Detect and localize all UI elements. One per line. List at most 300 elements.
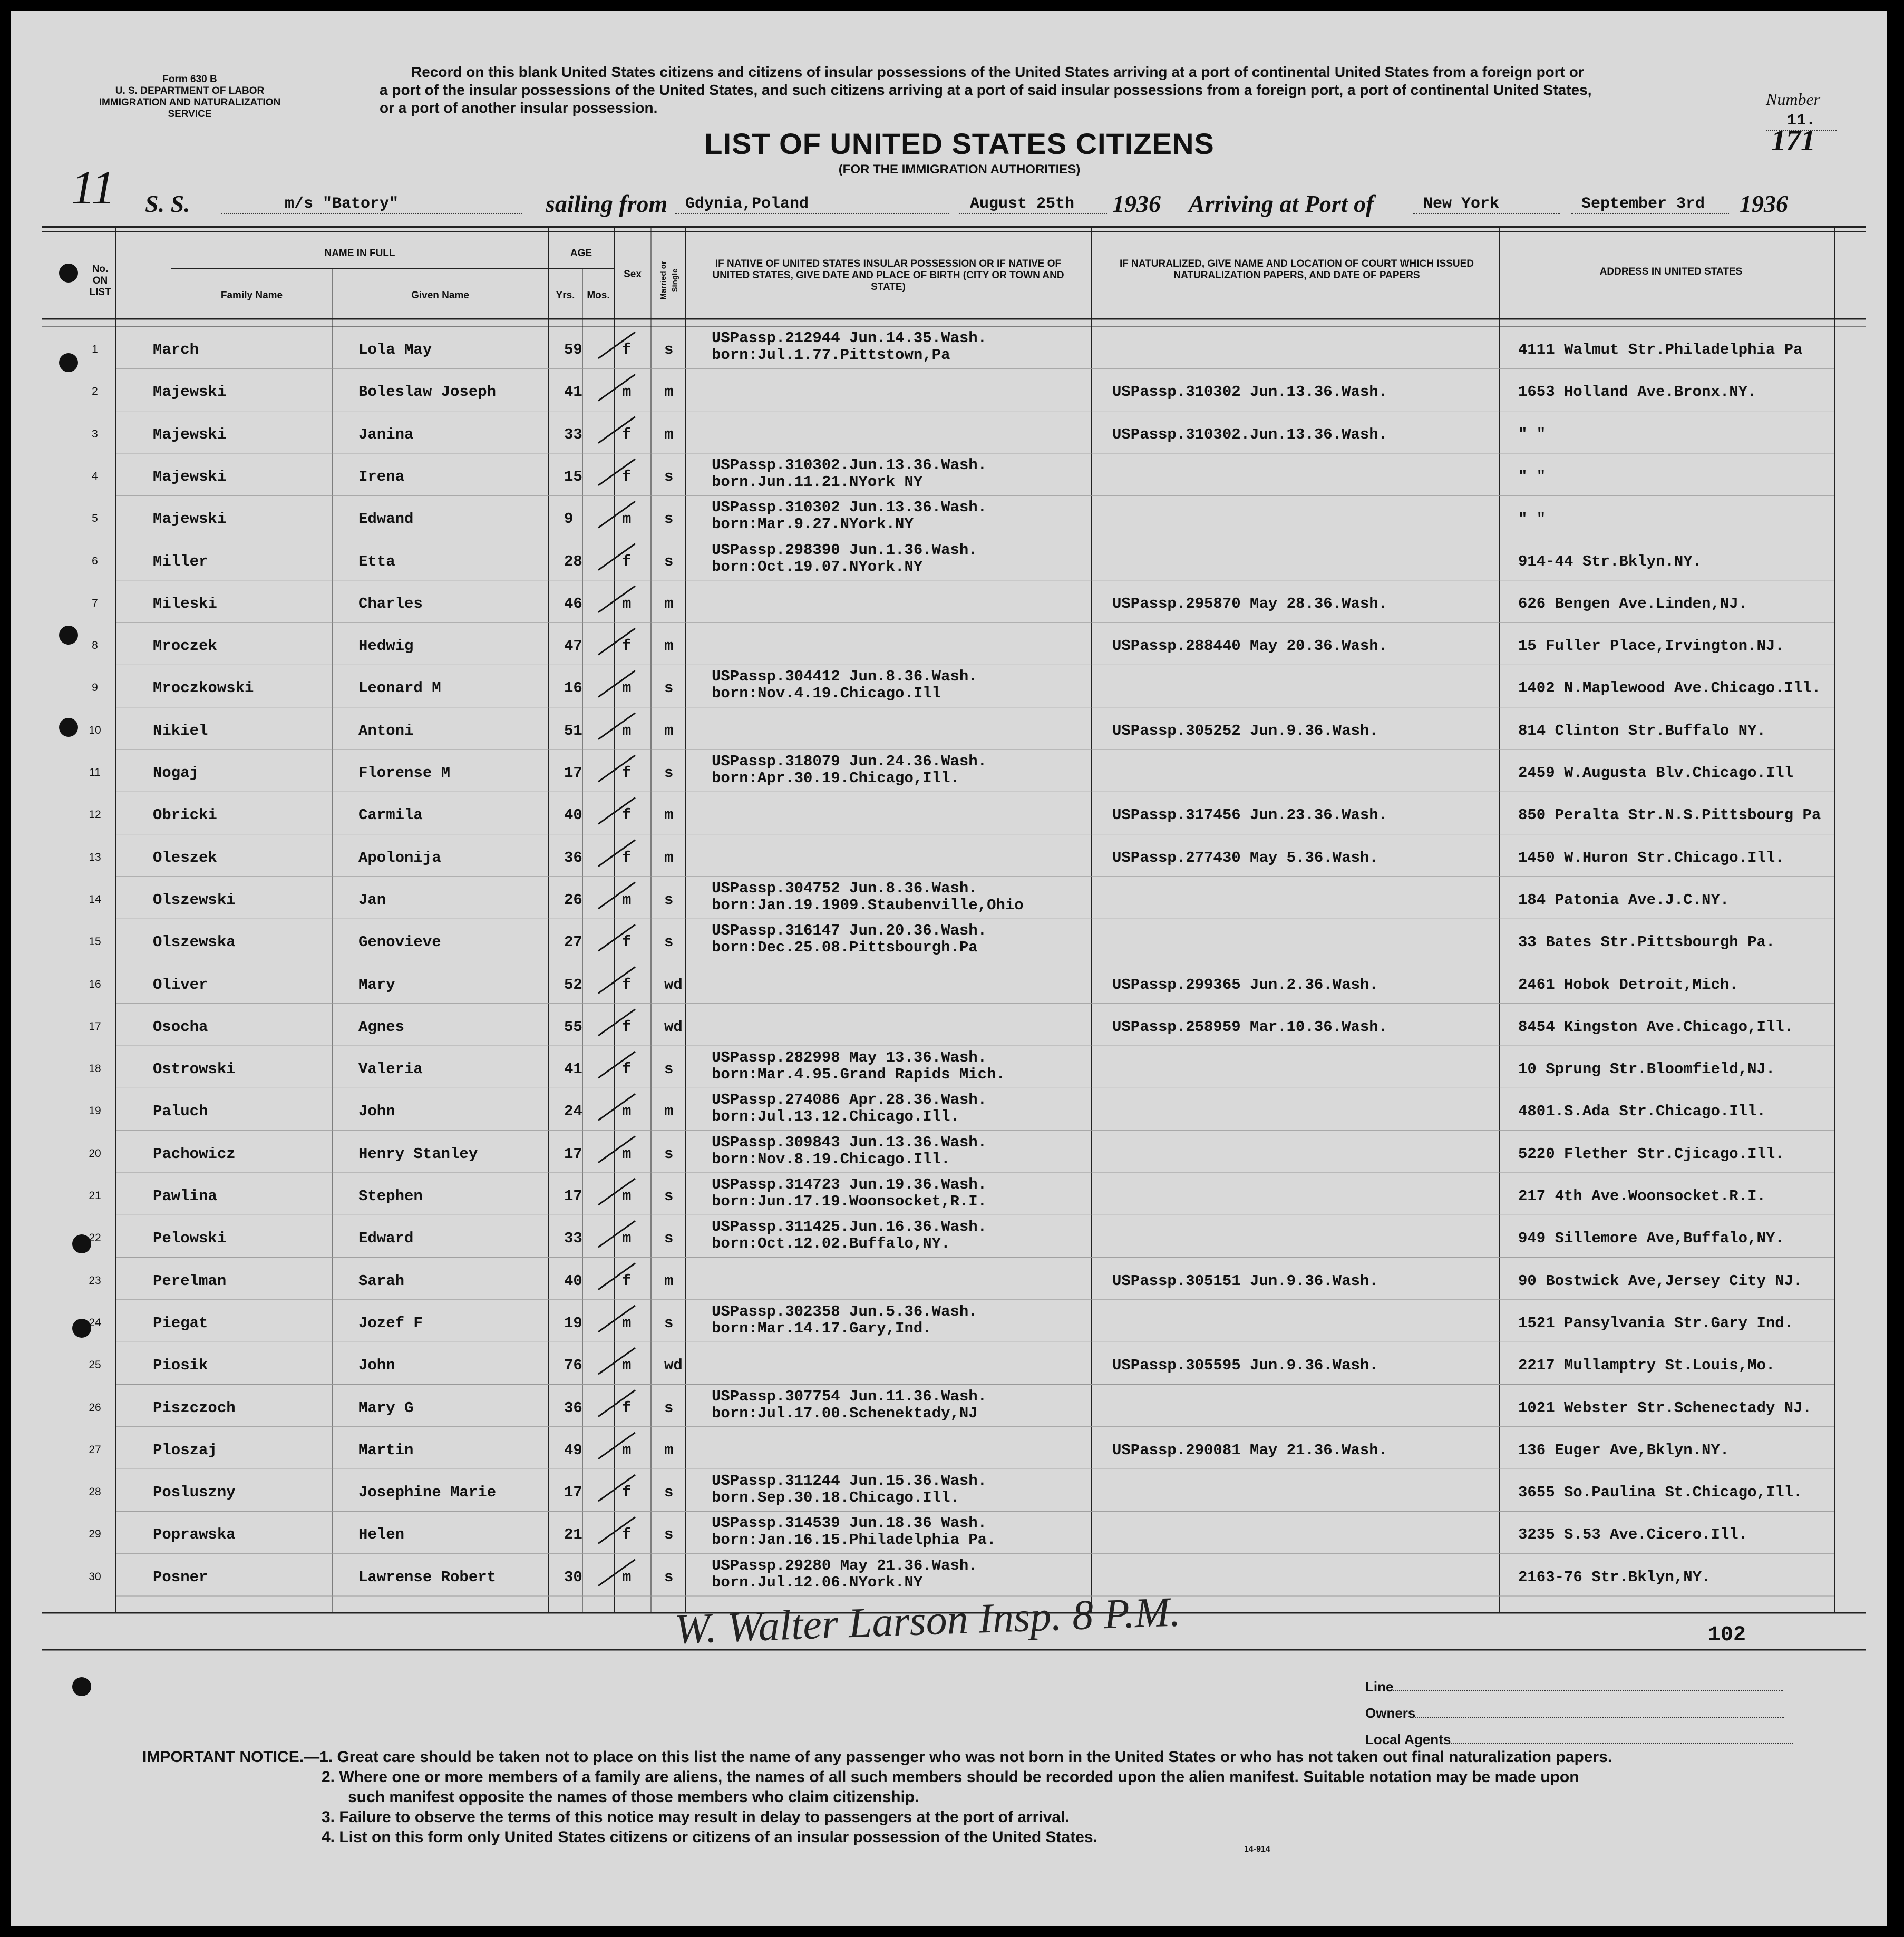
- given-name: Etta: [358, 552, 395, 570]
- row-number: 17: [89, 1020, 101, 1033]
- us-address: 1021 Webster Str.Schenectady NJ.: [1518, 1399, 1812, 1417]
- us-address: 33 Bates Str.Pittsbourgh Pa.: [1518, 933, 1775, 951]
- col-age: AGE: [570, 248, 592, 259]
- print-code: 14-914: [1244, 1845, 1270, 1854]
- passport-line: USPassp.311244 Jun.15.36.Wash.: [712, 1472, 987, 1490]
- marital-status: m: [664, 1272, 674, 1290]
- given-name: Josephine Marie: [358, 1484, 497, 1502]
- notice-3: 3. Failure to observe the terms of this notice may result in delay to passengers at the port of arrival.: [322, 1808, 1070, 1826]
- family-name: Osocha: [153, 1018, 208, 1036]
- naturalization-papers: USPassp.310302.Jun.13.36.Wash.: [1112, 425, 1388, 443]
- given-name: Henry Stanley: [358, 1145, 478, 1163]
- family-name: Majewski: [153, 383, 227, 401]
- us-address: 5220 Flether Str.Cjicago.Ill.: [1518, 1145, 1784, 1163]
- naturalization-papers: USPassp.305252 Jun.9.36.Wash.: [1112, 722, 1378, 739]
- given-name: Jozef F: [358, 1314, 423, 1332]
- page-stamp: 171: [1771, 124, 1815, 157]
- family-name: Pachowicz: [153, 1145, 236, 1163]
- row-number: 19: [89, 1105, 101, 1117]
- marital-status: s: [664, 468, 674, 485]
- row-number: 21: [89, 1190, 101, 1202]
- us-address: 626 Bengen Ave.Linden,NJ.: [1518, 595, 1748, 612]
- naturalization-papers: USPassp.317456 Jun.23.36.Wash.: [1112, 806, 1388, 824]
- age-years: 36: [564, 849, 582, 867]
- given-name: John: [358, 1103, 395, 1121]
- family-name: Majewski: [153, 425, 227, 443]
- age-years: 17: [564, 1187, 582, 1205]
- sex: f: [622, 849, 632, 867]
- passport-line: USPassp.212944 Jun.14.35.Wash.: [712, 329, 987, 347]
- birth-line: born:Jul.1.77.Pittstown,Pa: [712, 346, 950, 364]
- given-name: Genovieve: [358, 933, 441, 951]
- birth-line: born:Mar.14.17.Gary,Ind.: [712, 1319, 932, 1337]
- row-number: 15: [89, 936, 101, 948]
- given-name: Charles: [358, 595, 423, 612]
- passport-line: USPassp.316147 Jun.20.36.Wash.: [712, 922, 987, 940]
- sex: m: [622, 722, 632, 739]
- sex: f: [622, 425, 632, 443]
- row-number: 16: [89, 978, 101, 990]
- sex: m: [622, 1145, 632, 1163]
- ship-name: m/s "Batory": [221, 195, 522, 214]
- birth-line: born.Jul.12.06.NYork.NY: [712, 1573, 923, 1591]
- notice-4: 4. List on this form only United States citizens or citizens of an insular possession of the United States.: [322, 1828, 1097, 1846]
- naturalization-papers: USPassp.310302 Jun.13.36.Wash.: [1112, 383, 1388, 401]
- form-instruction: Record on this blank United States citizens and citizens of insular possessions of the United States arriving at a port of continental United States from a foreign port or a port of the insular possessions of the United States, and such citizens arriving at a port of said insular possessions from a foreign port, a port of continental United States, or a port of another insular possession.: [380, 64, 1592, 116]
- family-name: Miller: [153, 552, 208, 570]
- row-number: 7: [92, 597, 98, 609]
- marital-status: m: [664, 1441, 674, 1459]
- given-name: Lola May: [358, 341, 432, 358]
- row-number: 1: [92, 343, 98, 355]
- marital-status: s: [664, 1526, 674, 1544]
- passport-line: USPassp.310302.Jun.13.36.Wash.: [712, 456, 987, 474]
- family-name: Pelowski: [153, 1230, 227, 1248]
- sex: f: [622, 468, 632, 485]
- family-name: Mroczek: [153, 637, 217, 655]
- naturalization-papers: USPassp.290081 May 21.36.Wash.: [1112, 1441, 1388, 1459]
- sex: m: [622, 1568, 632, 1586]
- marital-status: wd: [664, 1018, 683, 1036]
- family-name: Mroczkowski: [153, 679, 254, 697]
- given-name: Stephen: [358, 1187, 423, 1205]
- local-agents-label: Local Agents: [1365, 1731, 1793, 1748]
- marital-status: s: [664, 764, 674, 782]
- age-years: 9: [564, 510, 574, 528]
- us-address: 1450 W.Huron Str.Chicago.Ill.: [1518, 849, 1784, 867]
- sex: f: [622, 1018, 632, 1036]
- given-name: Martin: [358, 1441, 414, 1459]
- notice-1: IMPORTANT NOTICE.—1. Great care should be taken not to place on this list the name of any passenger who was not born in the United States or who has not taken out final naturalization papers.: [142, 1748, 1612, 1766]
- us-address: 814 Clinton Str.Buffalo NY.: [1518, 722, 1766, 739]
- notice-2b: such manifest opposite the names of those members who claim citizenship.: [348, 1788, 919, 1806]
- row-number: 9: [92, 682, 98, 694]
- marital-status: s: [664, 1568, 674, 1586]
- age-years: 27: [564, 933, 582, 951]
- col-sex: Sex: [624, 269, 642, 280]
- birth-line: born:Jun.17.19.Woonsocket,R.I.: [712, 1193, 987, 1210]
- marital-status: s: [664, 1399, 674, 1417]
- family-name: Oliver: [153, 976, 208, 994]
- sex: f: [622, 806, 632, 824]
- row-number: 28: [89, 1486, 101, 1498]
- department-name: U. S. DEPARTMENT OF LABOR: [115, 85, 265, 96]
- age-years: 28: [564, 552, 582, 570]
- us-address: 1521 Pansylvania Str.Gary Ind.: [1518, 1314, 1794, 1332]
- given-name: Irena: [358, 468, 405, 485]
- marital-status: s: [664, 1314, 674, 1332]
- passport-line: USPassp.309843 Jun.13.36.Wash.: [712, 1133, 987, 1151]
- us-address: " ": [1518, 425, 1546, 443]
- given-name: Mary: [358, 976, 395, 994]
- age-years: 51: [564, 722, 582, 739]
- given-name: Mary G: [358, 1399, 414, 1417]
- naturalization-papers: USPassp.288440 May 20.36.Wash.: [1112, 637, 1388, 655]
- passenger-rows: [11, 11, 1887, 1729]
- sex: f: [622, 637, 632, 655]
- inspector-signature: W. Walter Larson Insp. 8 P.M.: [674, 1589, 1181, 1653]
- us-address: " ": [1518, 510, 1546, 528]
- birth-line: born:Jan.19.1909.Staubenville,Ohio: [712, 896, 1024, 914]
- given-name: Carmila: [358, 806, 423, 824]
- family-name: Olszewska: [153, 933, 236, 951]
- col-no: No. ON LIST: [89, 264, 111, 298]
- family-name: Nikiel: [153, 722, 208, 739]
- marital-status: wd: [664, 1357, 683, 1375]
- us-address: 3235 S.53 Ave.Cicero.Ill.: [1518, 1526, 1748, 1544]
- age-years: 52: [564, 976, 582, 994]
- family-name: March: [153, 341, 199, 358]
- sailing-label: sailing from: [546, 190, 668, 217]
- col-address: ADDRESS IN UNITED STATES: [1599, 266, 1743, 277]
- family-name: Olszewski: [153, 891, 236, 909]
- family-name: Paluch: [153, 1103, 208, 1121]
- given-name: Valeria: [358, 1060, 423, 1078]
- row-number: 14: [89, 893, 101, 906]
- given-name: Lawrense Robert: [358, 1568, 497, 1586]
- age-years: 33: [564, 1230, 582, 1248]
- sex: m: [622, 595, 632, 612]
- row-number: 22: [89, 1232, 101, 1244]
- col-name-in-full: NAME IN FULL: [324, 248, 395, 259]
- family-name: Piegat: [153, 1314, 208, 1332]
- manifest-sheet: [11, 11, 1887, 1926]
- sex: m: [622, 1103, 632, 1121]
- birth-line: born:Apr.30.19.Chicago,Ill.: [712, 770, 959, 787]
- marital-status: m: [664, 637, 674, 655]
- marital-status: s: [664, 1484, 674, 1502]
- family-name: Nogaj: [153, 764, 199, 782]
- age-years: 47: [564, 637, 582, 655]
- marital-status: s: [664, 679, 674, 697]
- age-years: 40: [564, 1272, 582, 1290]
- given-name: Helen: [358, 1526, 405, 1544]
- marital-status: m: [664, 806, 674, 824]
- us-address: 90 Bostwick Ave,Jersey City NJ.: [1518, 1272, 1803, 1290]
- owners-label: Owners: [1365, 1705, 1784, 1721]
- passport-line: USPassp.318079 Jun.24.36.Wash.: [712, 753, 987, 770]
- given-name: Antoni: [358, 722, 414, 739]
- arrival-year: 1936: [1740, 190, 1788, 217]
- age-years: 21: [564, 1526, 582, 1544]
- age-years: 41: [564, 1060, 582, 1078]
- passport-line: USPassp.304412 Jun.8.36.Wash.: [712, 668, 978, 686]
- passport-line: USPassp.304752 Jun.8.36.Wash.: [712, 879, 978, 897]
- row-number: 2: [92, 385, 98, 398]
- marital-status: s: [664, 1060, 674, 1078]
- naturalization-papers: USPassp.305595 Jun.9.36.Wash.: [1112, 1357, 1378, 1375]
- us-address: 4111 Walmut Str.Philadelphia Pa: [1518, 341, 1803, 358]
- us-address: 850 Peralta Str.N.S.Pittsbourg Pa: [1518, 806, 1821, 824]
- given-name: Leonard M: [358, 679, 441, 697]
- family-name: Piosik: [153, 1357, 208, 1375]
- age-years: 15: [564, 468, 582, 485]
- birth-line: born.Sep.30.18.Chicago.Ill.: [712, 1489, 959, 1507]
- family-name: Pawlina: [153, 1187, 217, 1205]
- passport-line: USPassp.314723 Jun.19.36.Wash.: [712, 1176, 987, 1193]
- row-number: 20: [89, 1147, 101, 1160]
- sex: f: [622, 1484, 632, 1502]
- naturalization-papers: USPassp.299365 Jun.2.36.Wash.: [1112, 976, 1378, 994]
- passport-line: USPassp.311425.Jun.16.36.Wash.: [712, 1218, 987, 1236]
- age-years: 76: [564, 1357, 582, 1375]
- notice-2a: 2. Where one or more members of a family are aliens, the names of all such members should be recorded upon the alien manifest. Suitable notation may be made upon: [322, 1768, 1579, 1786]
- us-address: 949 Sillemore Ave,Buffalo,NY.: [1518, 1230, 1784, 1248]
- age-years: 30: [564, 1568, 582, 1586]
- birth-line: born:Oct.12.02.Buffalo,NY.: [712, 1235, 950, 1253]
- given-name: Apolonija: [358, 849, 441, 867]
- age-years: 55: [564, 1018, 582, 1036]
- age-years: 19: [564, 1314, 582, 1332]
- given-name: Boleslaw Joseph: [358, 383, 497, 401]
- sex: m: [622, 891, 632, 909]
- sex: m: [622, 1314, 632, 1332]
- row-number: 3: [92, 427, 98, 440]
- birth-line: born.Jun.11.21.NYork NY: [712, 473, 923, 491]
- family-name: Mileski: [153, 595, 217, 612]
- service-name: IMMIGRATION AND NATURALIZATION SERVICE: [99, 97, 281, 120]
- arrival-port: New York: [1413, 195, 1560, 214]
- marital-status: s: [664, 1145, 674, 1163]
- us-address: 1653 Holland Ave.Bronx.NY.: [1518, 383, 1757, 401]
- us-address: 1402 N.Maplewood Ave.Chicago.Ill.: [1518, 679, 1821, 697]
- margin-mark: 11: [71, 162, 115, 214]
- sex: f: [622, 1060, 632, 1078]
- birth-line: born:Mar.4.95.Grand Rapids Mich.: [712, 1066, 1005, 1084]
- row-number: 11: [89, 766, 101, 778]
- age-years: 40: [564, 806, 582, 824]
- us-address: 2217 Mullamptry St.Louis,Mo.: [1518, 1357, 1775, 1375]
- naturalization-papers: USPassp.305151 Jun.9.36.Wash.: [1112, 1272, 1378, 1290]
- row-number: 30: [89, 1570, 101, 1583]
- us-address: 136 Euger Ave,Bklyn.NY.: [1518, 1441, 1730, 1459]
- sex: m: [622, 1441, 632, 1459]
- marital-status: s: [664, 341, 674, 358]
- row-number: 5: [92, 512, 98, 525]
- row-number: 8: [92, 639, 98, 652]
- us-address: 2163-76 Str.Bklyn,NY.: [1518, 1568, 1711, 1586]
- age-years: 33: [564, 425, 582, 443]
- marital-status: s: [664, 510, 674, 528]
- family-name: Majewski: [153, 468, 227, 485]
- marital-status: m: [664, 722, 674, 739]
- us-address: 2461 Hobok Detroit,Mich.: [1518, 976, 1738, 994]
- number-value: 11.: [1766, 112, 1837, 131]
- row-number: 4: [92, 470, 98, 482]
- passport-line: USPassp.282998 May 13.36.Wash.: [712, 1049, 987, 1067]
- sex: f: [622, 1272, 632, 1290]
- departure-year: 1936: [1112, 190, 1161, 217]
- age-years: 46: [564, 595, 582, 612]
- sex: m: [622, 1357, 632, 1375]
- col-yrs: Yrs.: [556, 290, 575, 301]
- age-years: 17: [564, 764, 582, 782]
- marital-status: s: [664, 933, 674, 951]
- age-years: 17: [564, 1484, 582, 1502]
- given-name: John: [358, 1357, 395, 1375]
- marital-status: m: [664, 595, 674, 612]
- age-years: 16: [564, 679, 582, 697]
- family-name: Oleszek: [153, 849, 217, 867]
- passport-line: USPassp.314539 Jun.18.36 Wash.: [712, 1514, 987, 1532]
- page-title: LIST OF UNITED STATES CITIZENS: [704, 127, 1215, 160]
- departure-port: Gdynia,Poland: [675, 195, 949, 214]
- passport-line: USPassp.310302 Jun.13.36.Wash.: [712, 499, 987, 517]
- age-years: 17: [564, 1145, 582, 1163]
- naturalization-papers: USPassp.258959 Mar.10.36.Wash.: [1112, 1018, 1388, 1036]
- sex: m: [622, 1187, 632, 1205]
- marital-status: m: [664, 1103, 674, 1121]
- age-years: 26: [564, 891, 582, 909]
- given-name: Hedwig: [358, 637, 414, 655]
- family-name: Ostrowski: [153, 1060, 236, 1078]
- family-name: Majewski: [153, 510, 227, 528]
- birth-line: born:Nov.4.19.Chicago.Ill: [712, 685, 941, 703]
- birth-line: born:Dec.25.08.Pittsbourgh.Pa: [712, 939, 978, 957]
- col-mos: Mos.: [587, 290, 610, 301]
- marital-status: s: [664, 1230, 674, 1248]
- birth-line: born:Mar.9.27.NYork.NY: [712, 515, 914, 533]
- row-number: 25: [89, 1359, 101, 1371]
- row-number: 13: [89, 851, 101, 863]
- total-count: 102: [1708, 1623, 1746, 1647]
- naturalization-papers: USPassp.277430 May 5.36.Wash.: [1112, 849, 1378, 867]
- us-address: " ": [1518, 468, 1546, 485]
- sex: m: [622, 1230, 632, 1248]
- us-address: 2459 W.Augusta Blv.Chicago.Ill: [1518, 764, 1794, 782]
- arrival-date: September 3rd: [1571, 195, 1729, 214]
- given-name: Sarah: [358, 1272, 405, 1290]
- col-birth: IF NATIVE OF UNITED STATES INSULAR POSSESSION OR IF NATIVE OF UNITED STATES, GIVE DATE AND PLACE OF BIRTH (CITY OR TOWN AND STATE): [712, 258, 1064, 293]
- sex: f: [622, 933, 632, 951]
- given-name: Janina: [358, 425, 414, 443]
- sex: f: [622, 1399, 632, 1417]
- important-notice: [142, 1747, 1829, 1847]
- marital-status: wd: [664, 976, 683, 994]
- row-number: 26: [89, 1401, 101, 1414]
- sex: f: [622, 1526, 632, 1544]
- sex: f: [622, 764, 632, 782]
- us-address: 914-44 Str.Bklyn.NY.: [1518, 552, 1702, 570]
- us-address: 8454 Kingston Ave.Chicago,Ill.: [1518, 1018, 1794, 1036]
- marital-status: m: [664, 849, 674, 867]
- us-address: 10 Sprung Str.Bloomfield,NJ.: [1518, 1060, 1775, 1078]
- col-naturalized: IF NATURALIZED, GIVE NAME AND LOCATION OF COURT WHICH ISSUED NATURALIZATION PAPERS, AND DATE OF PAPERS: [1119, 258, 1474, 281]
- page-subtitle: (FOR THE IMMIGRATION AUTHORITIES): [838, 162, 1081, 177]
- age-years: 41: [564, 383, 582, 401]
- col-married: Married or Single: [659, 261, 679, 300]
- marital-status: s: [664, 552, 674, 570]
- birth-line: born:Jul.13.12.Chicago.Ill.: [712, 1108, 959, 1126]
- marital-status: s: [664, 891, 674, 909]
- birth-line: born:Oct.19.07.NYork.NY: [712, 558, 923, 576]
- row-number: 6: [92, 554, 98, 567]
- passport-line: USPassp.307754 Jun.11.36.Wash.: [712, 1387, 987, 1405]
- row-number: 29: [89, 1528, 101, 1541]
- row-number: 23: [89, 1274, 101, 1287]
- sex: f: [622, 552, 632, 570]
- sex: m: [622, 679, 632, 697]
- family-name: Obricki: [153, 806, 217, 824]
- sex: f: [622, 976, 632, 994]
- sex: m: [622, 383, 632, 401]
- given-name: Agnes: [358, 1018, 405, 1036]
- row-number: 24: [89, 1316, 101, 1329]
- family-name: Perelman: [153, 1272, 227, 1290]
- sex: f: [622, 341, 632, 358]
- age-years: 59: [564, 341, 582, 358]
- passport-line: USPassp.298390 Jun.1.36.Wash.: [712, 541, 978, 559]
- row-number: 18: [89, 1063, 101, 1075]
- passport-line: USPassp.302358 Jun.5.36.Wash.: [712, 1302, 978, 1320]
- us-address: 4801.S.Ada Str.Chicago.Ill.: [1518, 1103, 1766, 1121]
- birth-line: born:Jan.16.15.Philadelphia Pa.: [712, 1531, 996, 1549]
- marital-status: s: [664, 1187, 674, 1205]
- family-name: Piszczoch: [153, 1399, 236, 1417]
- ss-label: S. S.: [145, 190, 190, 217]
- birth-line: born:Jul.17.00.Schenektady,NJ: [712, 1404, 978, 1422]
- passport-line: USPassp.274086 Apr.28.36.Wash.: [712, 1091, 987, 1109]
- row-number: 10: [89, 724, 101, 736]
- col-given: Given Name: [411, 290, 469, 301]
- given-name: Edward: [358, 1230, 414, 1248]
- passport-line: USPassp.29280 May 21.36.Wash.: [712, 1556, 978, 1574]
- given-name: Jan: [358, 891, 386, 909]
- row-number: 12: [89, 809, 101, 821]
- family-name: Posluszny: [153, 1484, 236, 1502]
- family-name: Poprawska: [153, 1526, 236, 1544]
- family-name: Posner: [153, 1568, 208, 1586]
- sex: m: [622, 510, 632, 528]
- family-name: Ploszaj: [153, 1441, 217, 1459]
- col-family: Family Name: [220, 290, 283, 301]
- number-label: Number: [1766, 90, 1821, 109]
- given-name: Edwand: [358, 510, 414, 528]
- form-number: Form 630 B: [162, 74, 217, 85]
- us-address: 217 4th Ave.Woonsocket.R.I.: [1518, 1187, 1766, 1205]
- marital-status: m: [664, 383, 674, 401]
- row-number: 27: [89, 1443, 101, 1456]
- us-address: 15 Fuller Place,Irvington.NJ.: [1518, 637, 1784, 655]
- arriving-label: Arriving at Port of: [1189, 190, 1374, 217]
- age-years: 49: [564, 1441, 582, 1459]
- us-address: 184 Patonia Ave.J.C.NY.: [1518, 891, 1730, 909]
- birth-line: born:Nov.8.19.Chicago.Ill.: [712, 1150, 950, 1168]
- line-label: Line: [1365, 1679, 1783, 1695]
- age-years: 24: [564, 1103, 582, 1121]
- us-address: 3655 So.Paulina St.Chicago,Ill.: [1518, 1484, 1803, 1502]
- given-name: Florense M: [358, 764, 451, 782]
